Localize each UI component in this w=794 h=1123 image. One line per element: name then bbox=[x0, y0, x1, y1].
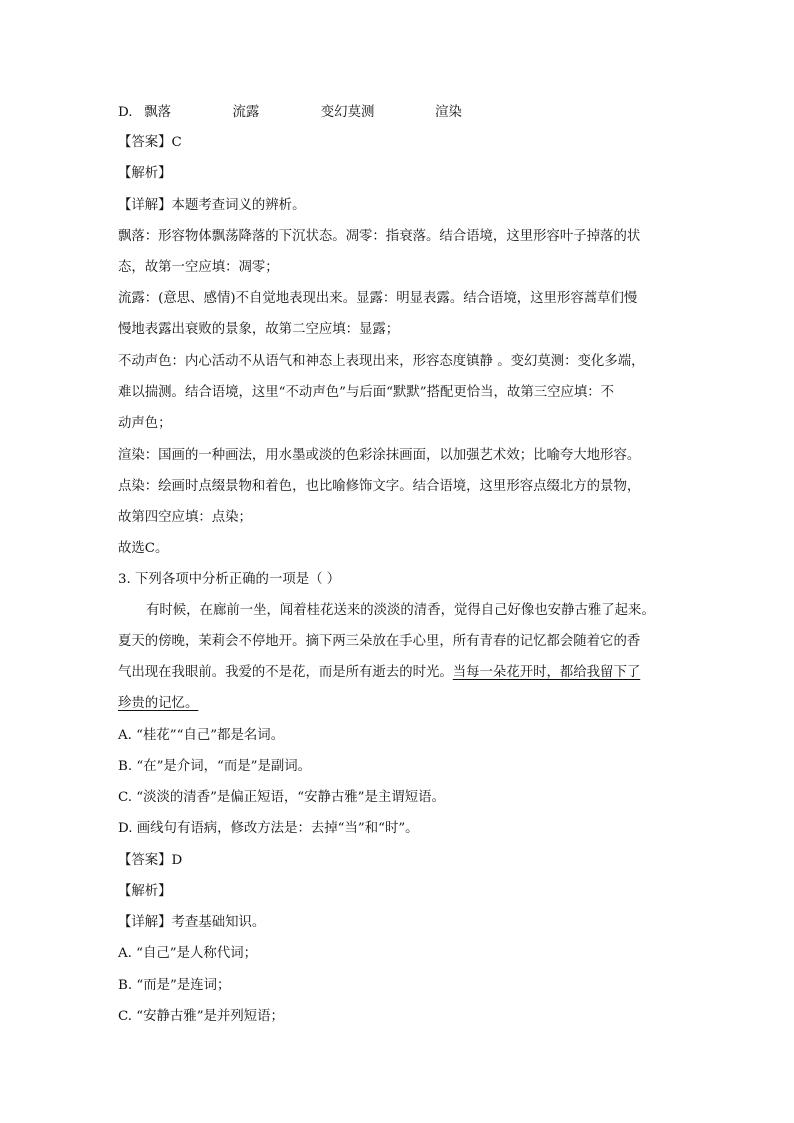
q2-answer: 【答案】C bbox=[118, 135, 182, 150]
q3-analysis-line: A. “自己”是人称代词； bbox=[118, 946, 257, 961]
q3-option-c: C. “淡淡的清香”是偏正短语，“安静古雅”是主谓短语。 bbox=[118, 790, 445, 805]
q3-passage-line-3 bbox=[118, 664, 640, 682]
option-d-word-2: 流露 bbox=[232, 105, 260, 120]
q2-analysis-line: 不动声色：内心活动不从语气和神态上表现出来，形容态度镇静 。变幻莫测：变化多端， bbox=[118, 354, 645, 369]
option-d-row bbox=[118, 104, 462, 122]
q3-detail: 【详解】考查基础知识。 bbox=[118, 915, 266, 930]
q2-conclusion: 故选C。 bbox=[118, 541, 169, 556]
q2-analysis-line: 飘落：形容物体飘荡降落的下沉状态。凋零：指衰落。结合语境，这里形容叶子掉落的状 bbox=[118, 229, 641, 244]
option-d-word-3: 变幻莫测 bbox=[320, 105, 375, 120]
q3-analysis-line: B. “而是”是连词； bbox=[118, 978, 231, 993]
q3-analysis-line: C. “安静古雅”是并列短语； bbox=[118, 1009, 284, 1024]
q3-passage-line: 有时候，在廊前一坐，闻着桂花送来的淡淡的清香，觉得自己好像也安静古雅了起来。 bbox=[146, 603, 655, 618]
q2-analysis-line: 慢地表露出衰败的景象，故第二空应填：显露； bbox=[118, 322, 400, 337]
option-d-word-1: 飘落 bbox=[144, 105, 172, 120]
q2-analysis-line: 渲染：国画的一种画法，用水墨或淡的色彩涂抹画面，以加强艺术效；比喻夸大地形容。 bbox=[118, 448, 641, 463]
q2-analysis-line: 态，故第一空应填：凋零； bbox=[118, 260, 279, 275]
option-d-label: D. bbox=[118, 105, 133, 120]
q3-option-d: D. 画线句有语病，修改方法是：去掉“当”和“时”。 bbox=[118, 821, 419, 836]
q2-detail: 【详解】本题考查词义的辨析。 bbox=[118, 198, 306, 213]
q2-analysis-line: 动声色； bbox=[118, 416, 172, 431]
q3-passage-line-4 bbox=[118, 695, 198, 713]
q3-answer: 【答案】D bbox=[118, 853, 183, 868]
q3-underlined-sentence-end: 珍贵的记忆。 bbox=[118, 696, 199, 711]
q3-option-a: A. “桂花”“自己”都是名词。 bbox=[118, 728, 285, 743]
q2-analysis-heading: 【解析】 bbox=[118, 166, 172, 181]
q3-underlined-sentence: 当每一朵花开时，都给我留下了 bbox=[452, 665, 641, 680]
q2-analysis-line: 难以揣测。结合语境，这里“不动声色”与后面“默默”搭配更恰当，故第三空应填：不 bbox=[118, 385, 615, 400]
q2-analysis-line: 流露：(意思、感情)不自觉地表现出来。显露：明显表露。结合语境，这里形容蒿草们慢 bbox=[118, 291, 638, 306]
q3-stem: 3. 下列各项中分析正确的一项是（ ） bbox=[118, 572, 341, 587]
q3-passage-text: 气出现在我眼前。我爱的不是花，而是所有逝去的时光。 bbox=[118, 665, 453, 680]
q3-analysis-heading: 【解析】 bbox=[118, 884, 172, 899]
q3-passage-line: 夏天的傍晚，茉莉会不停地开。摘下两三朵放在手心里，所有青春的记忆都会随着它的香 bbox=[118, 634, 641, 649]
q3-option-b: B. “在”是介词，“而是”是副词。 bbox=[118, 759, 312, 774]
q2-analysis-line: 故第四空应填：点染； bbox=[118, 510, 252, 525]
option-d-word-4: 渲染 bbox=[435, 105, 462, 120]
q2-analysis-line: 点染：绘画时点缀景物和着色，也比喻修饰文字。结合语境，这里形容点缀北方的景物， bbox=[118, 479, 641, 494]
